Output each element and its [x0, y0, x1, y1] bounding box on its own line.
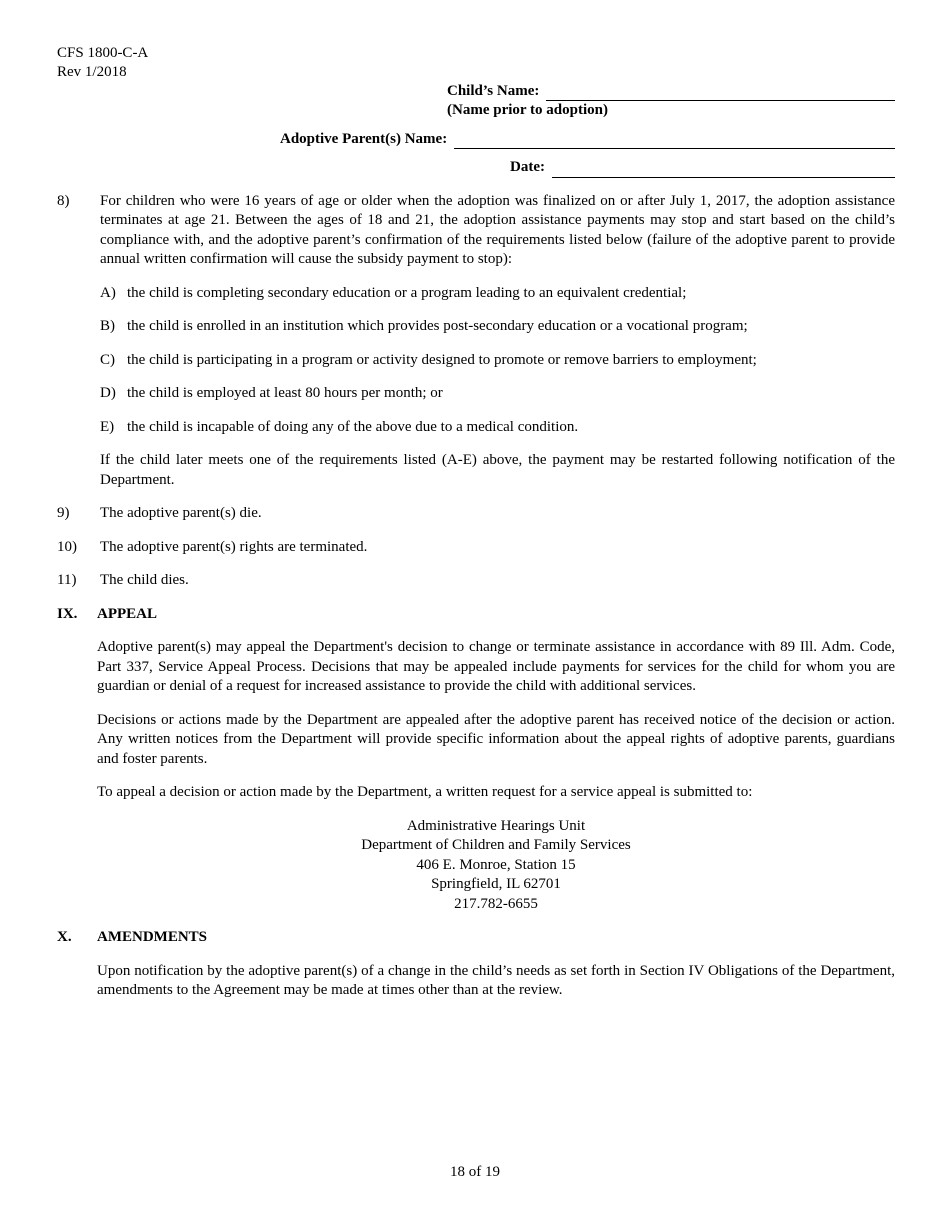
adoptive-parent-label: Adoptive Parent(s) Name:	[280, 130, 448, 147]
section-appeal-title: APPEAL	[97, 605, 157, 622]
address-line-1: Administrative Hearings Unit	[406, 817, 586, 834]
adoptive-parent-row	[280, 130, 895, 150]
item-8-number: 8)	[57, 192, 70, 209]
address-line-2: Department of Children and Family Services	[361, 837, 631, 853]
item-10-body	[100, 538, 895, 558]
sub-item-b	[100, 317, 895, 337]
page-number: 18 of 19	[450, 1164, 500, 1180]
date-field[interactable]	[552, 161, 895, 178]
item-9-text: The adoptive parent(s) die.	[100, 505, 262, 521]
childs-name-row	[447, 82, 895, 102]
list-item-10	[57, 538, 895, 558]
item-9-number: 9)	[57, 505, 70, 521]
sub-item-b-text: the child is enrolled in an institution which provides post-secondary education or a vocational program;	[127, 318, 748, 334]
page-footer	[0, 1163, 950, 1183]
sub-item-c-text: the child is participating in a program or activity designed to promote or remove barriers to employment;	[127, 351, 757, 368]
sub-item-d-letter: D)	[100, 385, 116, 401]
appeal-paragraph-1: Adoptive parent(s) may appeal the Department's decision to change or terminate assistance in accordance with 89 Ill. Adm. Code, Part 337, Service Appeal Process. Decisions that may be appealed include payments for services for the child for whom you are guardian or denial of a request for increased assistance to provide the child with additional services.	[97, 639, 895, 694]
sub-item-e	[100, 418, 895, 438]
item-11-number: 11)	[57, 572, 77, 588]
date-label: Date:	[510, 159, 545, 175]
sub-item-a	[100, 284, 895, 304]
section-amendments-title: AMENDMENTS	[97, 929, 208, 945]
address-line-3: 406 E. Monroe, Station 15	[416, 856, 576, 873]
appeal-address-block	[97, 817, 895, 915]
item-8-text: For children who were 16 years of age or older when the adoption was finalized on or after July 1, 2017, the adoption assistance terminates at age 21. Between the ages of 18 and 21, the adoption assistance payments may stop and start based on the child’s compliance with, and the adoptive parent’s confirmation of the requirements listed below (failure of the adoptive parent to provide annual written confirmation will cause the subsidy payment to stop):	[100, 192, 895, 267]
form-identifier	[57, 44, 895, 82]
sub-item-c	[100, 351, 895, 371]
address-phone: 217.782-6655	[454, 895, 538, 912]
amendments-paragraph: Upon notification by the adoptive parent(s) of a change in the child’s needs as set forth in Section IV Obligations of the Department, amendments to the Agreement may be made at times other than at the review.	[97, 962, 895, 998]
sub-item-b-letter: B)	[100, 318, 115, 334]
appeal-paragraph-3: To appeal a decision or action made by the Department, a written request for a service appeal is submitted to:	[97, 784, 753, 800]
item-9-body	[100, 504, 895, 524]
appeal-paragraph-2: Decisions or actions made by the Department are appealed after the adoptive parent has received notice of the decision or action. Any written notices from the Department will provide specific information about the appeal rights of adoptive parents, guardians and foster parents.	[97, 711, 895, 767]
sub-item-e-letter: E)	[100, 418, 115, 435]
form-revision: Rev 1/2018	[57, 63, 127, 80]
section-appeal-numeral: IX.	[57, 605, 78, 622]
item-11-text: The child dies.	[100, 572, 189, 588]
name-prior-row	[447, 101, 895, 121]
form-code: CFS 1800-C-A	[57, 45, 149, 61]
sub-item-c-letter: C)	[100, 351, 115, 368]
childs-name-label: Child’s Name:	[447, 82, 540, 99]
sub-item-a-letter: A)	[100, 284, 116, 301]
sub-item-d	[100, 384, 895, 404]
list-item-8	[57, 192, 895, 491]
list-item-9	[57, 504, 895, 524]
date-row	[510, 158, 895, 178]
sub-item-e-text: the child is incapable of doing any of the above due to a medical condition.	[127, 418, 579, 435]
section-amendments-numeral: X.	[57, 929, 72, 945]
address-line-4: Springfield, IL 62701	[431, 876, 561, 892]
adoptive-parent-field[interactable]	[454, 132, 895, 149]
childs-name-field[interactable]	[546, 84, 895, 101]
item-8-body	[100, 192, 895, 491]
item-10-number: 10)	[57, 538, 77, 555]
item-8-note: If the child later meets one of the requirements listed (A-E) above, the payment may be restarted following notification of the Department.	[100, 452, 895, 488]
item-11-body	[100, 571, 895, 591]
sub-item-d-text: the child is employed at least 80 hours per month; or	[127, 385, 443, 401]
sub-item-a-text: the child is completing secondary education or a program leading to an equivalent credential;	[127, 284, 687, 301]
item-10-text: The adoptive parent(s) rights are terminated.	[100, 538, 368, 555]
section-appeal-heading	[57, 605, 895, 625]
section-amendments-heading	[57, 928, 895, 948]
list-item-11	[57, 571, 895, 591]
name-prior-label: (Name prior to adoption)	[447, 102, 608, 118]
